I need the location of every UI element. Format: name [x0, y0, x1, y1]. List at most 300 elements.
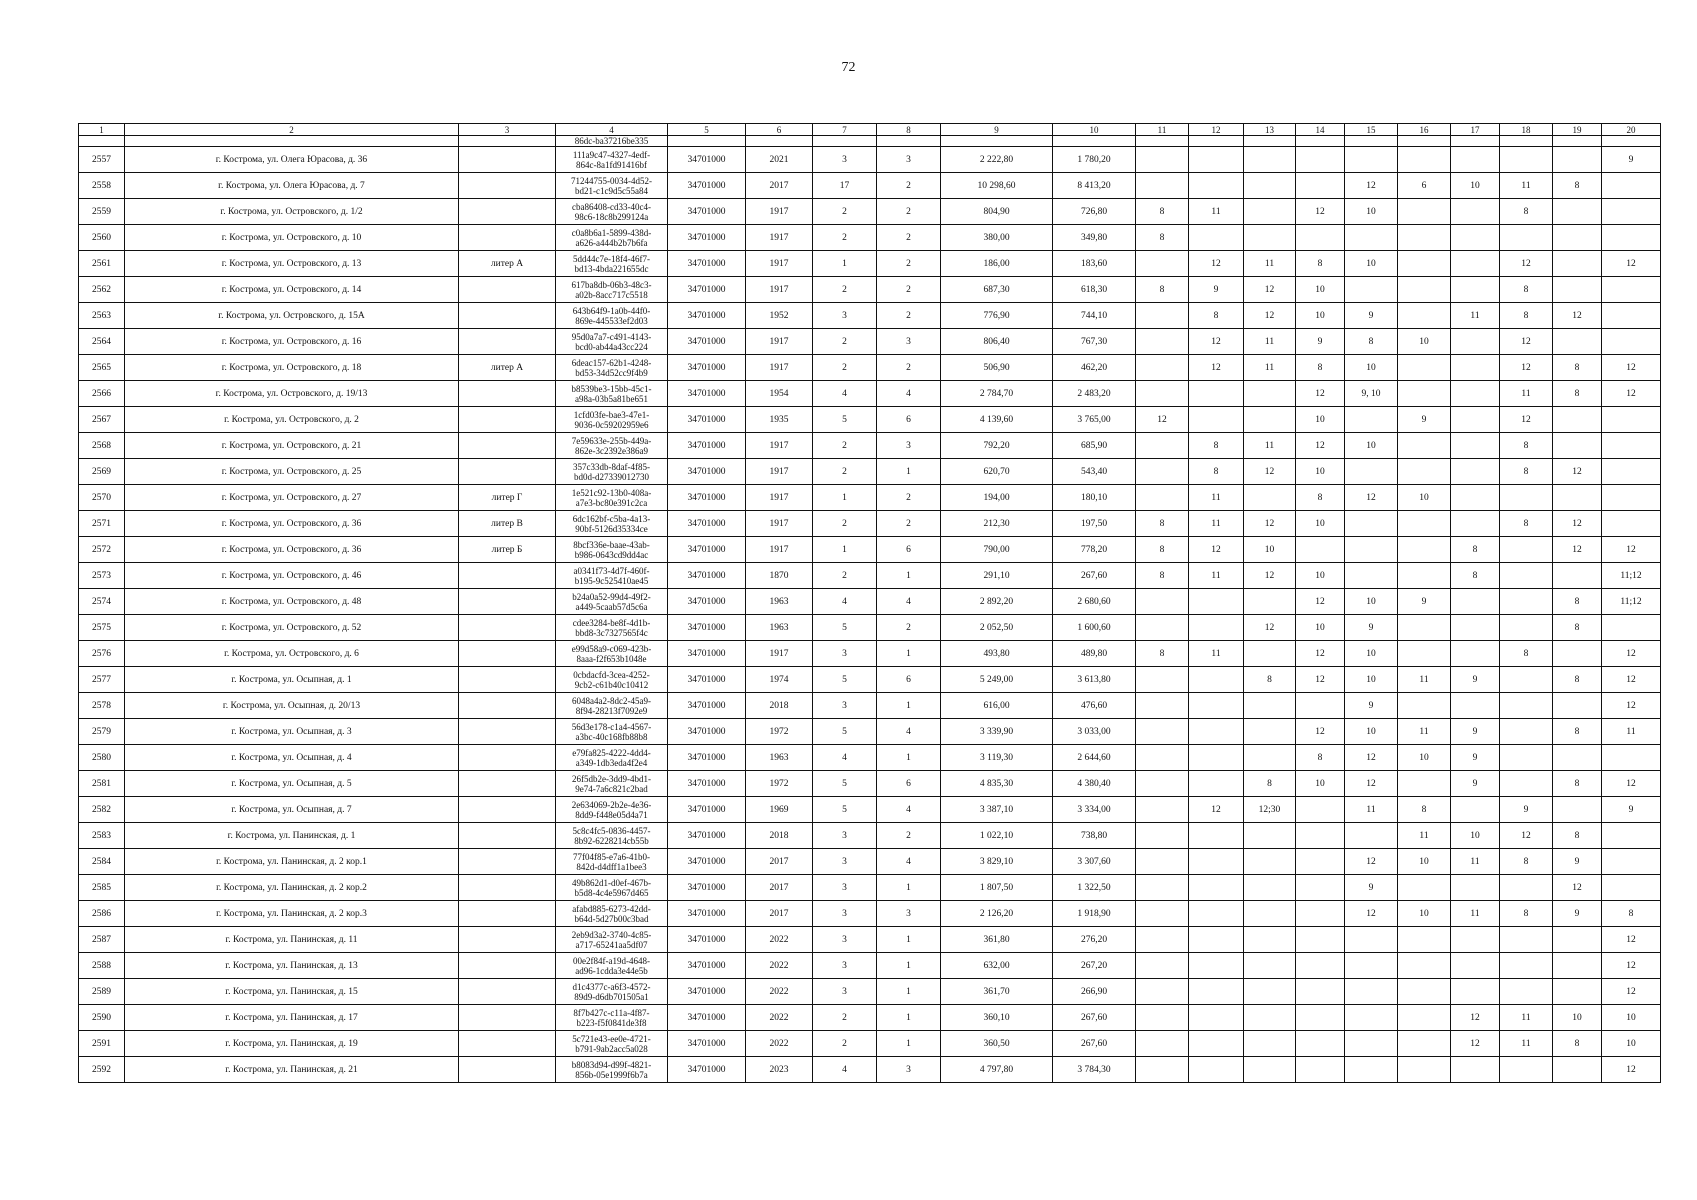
col-19 — [1553, 745, 1602, 771]
row-number: 2586 — [79, 901, 125, 927]
living-area: 267,60 — [1053, 1031, 1136, 1057]
col-18 — [1500, 745, 1553, 771]
col-13 — [1244, 485, 1296, 511]
col-20 — [1602, 485, 1661, 511]
guid-line: 26f5db2e-3dd9-4bd1- — [572, 773, 651, 784]
living-area: 3 334,00 — [1053, 797, 1136, 823]
oktmo-code: 34701000 — [668, 849, 746, 875]
liter — [459, 225, 556, 251]
col-13: 11 — [1244, 251, 1296, 277]
floors: 2 — [813, 329, 877, 355]
year-built: 1917 — [746, 199, 813, 225]
address: г. Кострома, ул. Островского, д. 10 — [125, 225, 459, 251]
col-18: 11 — [1500, 381, 1553, 407]
col-15: 10 — [1345, 433, 1398, 459]
col-12: 12 — [1189, 251, 1244, 277]
table-row — [79, 355, 1661, 381]
address: г. Кострома, ул. Панинская, д. 2 кор.2 — [125, 875, 459, 901]
col-19 — [1553, 1057, 1602, 1083]
col-19 — [1553, 563, 1602, 589]
col-16 — [1398, 875, 1451, 901]
col-18: 11 — [1500, 173, 1553, 199]
col-13 — [1244, 173, 1296, 199]
col-15: 12 — [1345, 849, 1398, 875]
col-18 — [1500, 225, 1553, 251]
col-18: 11 — [1500, 1005, 1553, 1031]
entrances: 4 — [877, 797, 941, 823]
address: г. Кострома, ул. Олега Юрасова, д. 36 — [125, 147, 459, 173]
entrances: 3 — [877, 1057, 941, 1083]
col-20: 12 — [1602, 667, 1661, 693]
col-19: 12 — [1553, 303, 1602, 329]
col-17 — [1451, 277, 1500, 303]
guid-line: d1c4377c-a6f3-4572- — [572, 981, 651, 992]
guid-line: a7e3-bc80e391c2ca — [575, 497, 648, 508]
col-11 — [1136, 147, 1189, 173]
col-15 — [1345, 563, 1398, 589]
col-15: 12 — [1345, 771, 1398, 797]
oktmo-code: 34701000 — [668, 589, 746, 615]
entrances: 2 — [877, 355, 941, 381]
living-area: 2 483,20 — [1053, 381, 1136, 407]
entrances: 6 — [877, 771, 941, 797]
col-11 — [1136, 849, 1189, 875]
col-13: 12 — [1244, 303, 1296, 329]
year-built: 2021 — [746, 147, 813, 173]
oktmo-code: 34701000 — [668, 199, 746, 225]
oktmo-code: 34701000 — [668, 459, 746, 485]
col-17 — [1451, 433, 1500, 459]
col-15: 12 — [1345, 745, 1398, 771]
oktmo-code: 34701000 — [668, 667, 746, 693]
guid — [556, 849, 668, 875]
col-17 — [1451, 407, 1500, 433]
column-header-18: 18 — [1500, 124, 1553, 136]
guid-line: e79fa825-4222-4dd4- — [572, 747, 651, 758]
col-19: 8 — [1553, 823, 1602, 849]
address: г. Кострома, ул. Островского, д. 6 — [125, 641, 459, 667]
column-header-13: 13 — [1244, 124, 1296, 136]
guid-line: 9036-0c59202959e6 — [574, 419, 649, 430]
col-12: 11 — [1189, 563, 1244, 589]
col-13 — [1244, 823, 1296, 849]
guid — [556, 459, 668, 485]
year-built: 2017 — [746, 875, 813, 901]
col-18 — [1500, 771, 1553, 797]
col-17 — [1451, 875, 1500, 901]
guid-line: 95d0a7a7-c491-4143- — [571, 331, 652, 342]
col-12 — [1189, 823, 1244, 849]
col-15 — [1345, 1005, 1398, 1031]
col-20: 12 — [1602, 979, 1661, 1005]
guid — [556, 277, 668, 303]
col-14: 9 — [1296, 329, 1345, 355]
address: г. Кострома, ул. Панинская, д. 21 — [125, 1057, 459, 1083]
col-20 — [1602, 849, 1661, 875]
col-14 — [1296, 797, 1345, 823]
total-area: 620,70 — [941, 459, 1053, 485]
col-12 — [1189, 225, 1244, 251]
col-16: 11 — [1398, 719, 1451, 745]
col-14 — [1296, 1057, 1345, 1083]
liter — [459, 693, 556, 719]
table-row — [79, 641, 1661, 667]
col-15 — [1345, 979, 1398, 1005]
col-12 — [1189, 1057, 1244, 1083]
col-13 — [1244, 849, 1296, 875]
liter: литер А — [459, 251, 556, 277]
floors: 2 — [813, 1005, 877, 1031]
oktmo-code: 34701000 — [668, 693, 746, 719]
liter — [459, 589, 556, 615]
guid-line: 71244755-0034-4d52- — [571, 175, 652, 186]
col-12 — [1189, 615, 1244, 641]
column-header-16: 16 — [1398, 124, 1451, 136]
col-17 — [1451, 381, 1500, 407]
col-17: 9 — [1451, 745, 1500, 771]
col-17 — [1451, 329, 1500, 355]
guid-line: b8083d94-d99f-4821- — [571, 1059, 652, 1070]
col-11 — [1136, 979, 1189, 1005]
col-20 — [1602, 615, 1661, 641]
col-15 — [1345, 1031, 1398, 1057]
col-14: 10 — [1296, 407, 1345, 433]
col-14 — [1296, 1005, 1345, 1031]
col-19: 12 — [1553, 459, 1602, 485]
col-14 — [1296, 147, 1345, 173]
address: г. Кострома, ул. Осыпная, д. 7 — [125, 797, 459, 823]
col-18 — [1500, 875, 1553, 901]
guid — [556, 485, 668, 511]
col-17: 9 — [1451, 667, 1500, 693]
entrances: 4 — [877, 719, 941, 745]
table-row — [79, 849, 1661, 875]
col-12 — [1189, 927, 1244, 953]
oktmo-code: 34701000 — [668, 537, 746, 563]
year-built: 1870 — [746, 563, 813, 589]
total-area: 506,90 — [941, 355, 1053, 381]
col-11 — [1136, 953, 1189, 979]
guid — [556, 719, 668, 745]
row-number: 2560 — [79, 225, 125, 251]
col-11 — [1136, 485, 1189, 511]
guid-line: 869e-445533ef2d03 — [575, 315, 648, 326]
col-14 — [1296, 901, 1345, 927]
col-11 — [1136, 459, 1189, 485]
col-17 — [1451, 1057, 1500, 1083]
living-area: 266,90 — [1053, 979, 1136, 1005]
oktmo-code: 34701000 — [668, 485, 746, 511]
col-16 — [1398, 771, 1451, 797]
floors: 2 — [813, 1031, 877, 1057]
guid-line: a98a-03b5a81be651 — [575, 393, 648, 404]
row-number: 2575 — [79, 615, 125, 641]
row-number: 2567 — [79, 407, 125, 433]
col-19: 8 — [1553, 667, 1602, 693]
guid-line: cba86408-cd33-40c4- — [572, 201, 651, 212]
col-20: 12 — [1602, 1057, 1661, 1083]
row-number: 2573 — [79, 563, 125, 589]
address: г. Кострома, ул. Панинская, д. 15 — [125, 979, 459, 1005]
col-12 — [1189, 745, 1244, 771]
page-number: 72 — [841, 60, 856, 75]
address: г. Кострома, ул. Островского, д. 18 — [125, 355, 459, 381]
col-17 — [1451, 615, 1500, 641]
guid — [556, 901, 668, 927]
col-13 — [1244, 719, 1296, 745]
col-18 — [1500, 693, 1553, 719]
total-area: 4 797,80 — [941, 1057, 1053, 1083]
col-17 — [1451, 641, 1500, 667]
guid — [556, 1031, 668, 1057]
oktmo-code: 34701000 — [668, 1005, 746, 1031]
address: г. Кострома, ул. Островского, д. 16 — [125, 329, 459, 355]
col-17 — [1451, 979, 1500, 1005]
liter — [459, 901, 556, 927]
col-16 — [1398, 251, 1451, 277]
entrances: 6 — [877, 667, 941, 693]
col-18: 8 — [1500, 511, 1553, 537]
col-20: 11;12 — [1602, 589, 1661, 615]
floors: 3 — [813, 875, 877, 901]
col-17 — [1451, 511, 1500, 537]
col-15: 9 — [1345, 615, 1398, 641]
table-body — [79, 136, 1661, 1083]
entrances: 3 — [877, 329, 941, 355]
col-18 — [1500, 979, 1553, 1005]
col-11: 8 — [1136, 563, 1189, 589]
col-19 — [1553, 251, 1602, 277]
floors: 5 — [813, 615, 877, 641]
col-11: 8 — [1136, 225, 1189, 251]
column-header-4: 4 — [556, 124, 668, 136]
col-13 — [1244, 147, 1296, 173]
col-20 — [1602, 225, 1661, 251]
entrances: 1 — [877, 953, 941, 979]
floors: 3 — [813, 641, 877, 667]
table-row — [79, 563, 1661, 589]
table-row — [79, 589, 1661, 615]
guid-line: 90bf-5126d35334ce — [575, 523, 648, 534]
liter — [459, 797, 556, 823]
living-area: 685,90 — [1053, 433, 1136, 459]
table-row — [79, 667, 1661, 693]
col-15: 11 — [1345, 797, 1398, 823]
col-14 — [1296, 849, 1345, 875]
col-16 — [1398, 303, 1451, 329]
guid-line: a717-65241aa5df07 — [575, 939, 648, 950]
total-area: 361,80 — [941, 927, 1053, 953]
col-13: 11 — [1244, 329, 1296, 355]
col-14 — [1296, 537, 1345, 563]
total-area: 2 892,20 — [941, 589, 1053, 615]
guid — [556, 927, 668, 953]
year-built: 1952 — [746, 303, 813, 329]
living-area: 1 780,20 — [1053, 147, 1136, 173]
year-built: 1917 — [746, 329, 813, 355]
oktmo-code: 34701000 — [668, 433, 746, 459]
liter: литер А — [459, 355, 556, 381]
col-13 — [1244, 641, 1296, 667]
col-19: 12 — [1553, 537, 1602, 563]
col-20 — [1602, 277, 1661, 303]
liter — [459, 459, 556, 485]
col-18 — [1500, 485, 1553, 511]
col-18: 9 — [1500, 797, 1553, 823]
guid-line: b195-9c525410ae45 — [574, 575, 649, 586]
address: г. Кострома, ул. Островского, д. 1/2 — [125, 199, 459, 225]
liter — [459, 641, 556, 667]
col-17 — [1451, 355, 1500, 381]
col-17 — [1451, 927, 1500, 953]
col-19: 9 — [1553, 901, 1602, 927]
col-17 — [1451, 225, 1500, 251]
living-area: 180,10 — [1053, 485, 1136, 511]
floors: 2 — [813, 433, 877, 459]
col-17 — [1451, 459, 1500, 485]
guid-line: afabd885-6273-42dd- — [572, 903, 651, 914]
liter — [459, 381, 556, 407]
col-20 — [1602, 875, 1661, 901]
col-17: 8 — [1451, 537, 1500, 563]
guid-line: b223-f5f0841de3f8 — [576, 1017, 647, 1028]
col-19: 8 — [1553, 1031, 1602, 1057]
table-row — [79, 199, 1661, 225]
col-20: 9 — [1602, 797, 1661, 823]
address: г. Кострома, ул. Островского, д. 48 — [125, 589, 459, 615]
guid — [556, 537, 668, 563]
entrances: 1 — [877, 1005, 941, 1031]
oktmo-code: 34701000 — [668, 251, 746, 277]
col-19: 8 — [1553, 355, 1602, 381]
guid-line: 5c721e43-ee0e-4721- — [572, 1033, 651, 1044]
total-area: 10 298,60 — [941, 173, 1053, 199]
living-area: 3 765,00 — [1053, 407, 1136, 433]
total-area: 1 022,10 — [941, 823, 1053, 849]
col-14: 12 — [1296, 199, 1345, 225]
col-18: 8 — [1500, 277, 1553, 303]
entrances: 6 — [877, 537, 941, 563]
col-16: 8 — [1398, 797, 1451, 823]
col-19 — [1553, 641, 1602, 667]
entrances: 1 — [877, 459, 941, 485]
col-17 — [1451, 797, 1500, 823]
address: г. Кострома, ул. Островского, д. 14 — [125, 277, 459, 303]
col-14: 10 — [1296, 459, 1345, 485]
total-area: 804,90 — [941, 199, 1053, 225]
col-12 — [1189, 771, 1244, 797]
address: г. Кострома, ул. Островского, д. 52 — [125, 615, 459, 641]
col-13 — [1244, 953, 1296, 979]
col-20 — [1602, 303, 1661, 329]
oktmo-code: 34701000 — [668, 1057, 746, 1083]
guid-line: a626-a444b2b7b6fa — [575, 237, 648, 248]
oktmo-code: 34701000 — [668, 147, 746, 173]
col-14 — [1296, 979, 1345, 1005]
total-area: 194,00 — [941, 485, 1053, 511]
total-area: 360,10 — [941, 1005, 1053, 1031]
table-row — [79, 381, 1661, 407]
liter — [459, 1031, 556, 1057]
table-row — [79, 1031, 1661, 1057]
year-built: 1963 — [746, 589, 813, 615]
living-area: 267,60 — [1053, 563, 1136, 589]
guid-line: 5c8c4fc5-0836-4457- — [572, 825, 651, 836]
row-number: 2568 — [79, 433, 125, 459]
total-area: 380,00 — [941, 225, 1053, 251]
col-18 — [1500, 953, 1553, 979]
col-19 — [1553, 797, 1602, 823]
column-header-3: 3 — [459, 124, 556, 136]
entrances: 2 — [877, 277, 941, 303]
col-15: 10 — [1345, 641, 1398, 667]
col-12 — [1189, 381, 1244, 407]
col-11 — [1136, 615, 1189, 641]
row-number: 2585 — [79, 875, 125, 901]
table-row — [79, 303, 1661, 329]
floors: 4 — [813, 745, 877, 771]
living-area: 2 680,60 — [1053, 589, 1136, 615]
year-built: 1954 — [746, 381, 813, 407]
row-number: 2562 — [79, 277, 125, 303]
liter — [459, 719, 556, 745]
address: г. Кострома, ул. Панинская, д. 11 — [125, 927, 459, 953]
col-15: 10 — [1345, 719, 1398, 745]
col-20: 11 — [1602, 719, 1661, 745]
col-18: 8 — [1500, 433, 1553, 459]
col-11 — [1136, 589, 1189, 615]
column-header-6: 6 — [746, 124, 813, 136]
col-18: 8 — [1500, 849, 1553, 875]
col-16: 10 — [1398, 901, 1451, 927]
col-11: 8 — [1136, 277, 1189, 303]
col-14: 12 — [1296, 589, 1345, 615]
guid-line: b986-0643cd9dd4ac — [574, 549, 649, 560]
col-11 — [1136, 1057, 1189, 1083]
col-12 — [1189, 407, 1244, 433]
liter — [459, 1005, 556, 1031]
col-11: 8 — [1136, 641, 1189, 667]
col-19: 12 — [1553, 511, 1602, 537]
col-12 — [1189, 979, 1244, 1005]
guid — [556, 979, 668, 1005]
column-header-19: 19 — [1553, 124, 1602, 136]
entrances: 2 — [877, 225, 941, 251]
col-18: 8 — [1500, 641, 1553, 667]
col-12: 8 — [1189, 433, 1244, 459]
col-13 — [1244, 199, 1296, 225]
guid-line: 77f04f85-e7a6-41b0- — [573, 851, 650, 862]
col-14 — [1296, 953, 1345, 979]
guid — [556, 693, 668, 719]
col-13 — [1244, 979, 1296, 1005]
oktmo-code: 34701000 — [668, 901, 746, 927]
floors: 5 — [813, 407, 877, 433]
col-13 — [1244, 693, 1296, 719]
col-12 — [1189, 667, 1244, 693]
table-row — [79, 251, 1661, 277]
row-number: 2576 — [79, 641, 125, 667]
year-built: 2018 — [746, 693, 813, 719]
col-15 — [1345, 147, 1398, 173]
living-area: 267,20 — [1053, 953, 1136, 979]
col-12 — [1189, 147, 1244, 173]
col-15: 10 — [1345, 355, 1398, 381]
year-built: 1963 — [746, 615, 813, 641]
col-19 — [1553, 225, 1602, 251]
col-16: 11 — [1398, 823, 1451, 849]
col-20 — [1602, 173, 1661, 199]
